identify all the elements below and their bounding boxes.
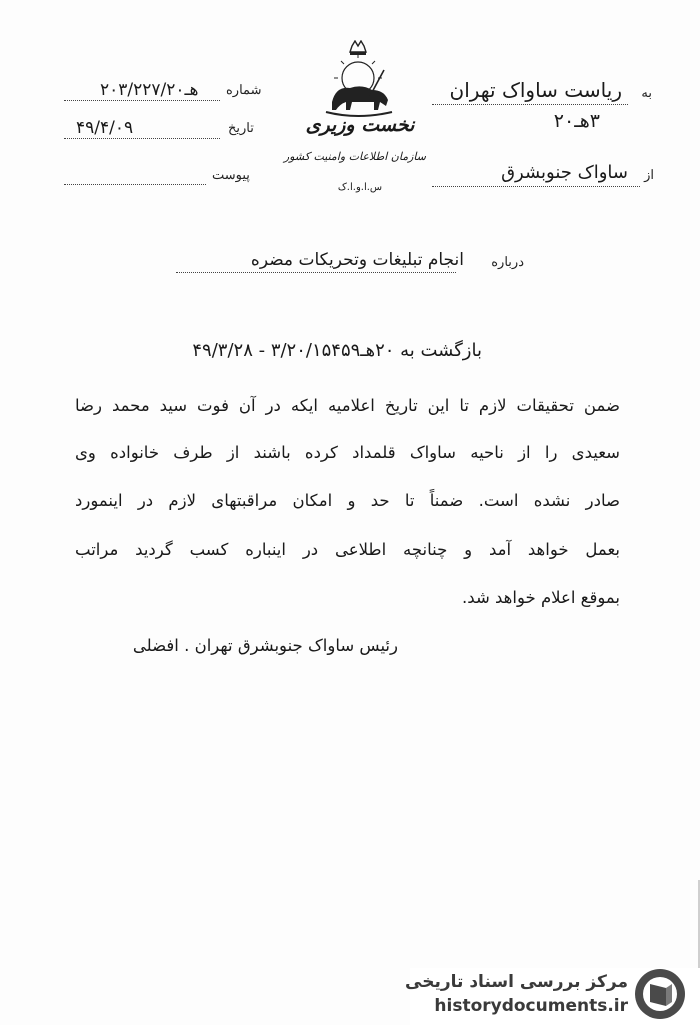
subject-dotted-line <box>176 272 456 273</box>
subject-value: انجام تبلیغات وتحریکات مضره <box>250 250 464 270</box>
body-line-4: بعمل خواهد آمد و چنانچه اطلاعی در اینباره کسب گردید مراتب <box>75 540 620 559</box>
attachment-label: پیوست <box>212 168 250 183</box>
number-dotted-line <box>64 100 220 101</box>
body-line-5: بموقع اعلام خواهد شد. <box>462 588 620 607</box>
reference-line: بازگشت به ۲۰هـ۳/۲۰/۱۵۴۵۹ - ۴۹/۳/۲۸ <box>192 340 482 361</box>
subject-label: درباره <box>491 255 524 270</box>
body-line-3: صادر نشده است. ضمناً تا حد و امکان مراقبتهای لازم در اینمورد <box>75 491 620 510</box>
emblem-subtitle: سازمان اطلاعات وامنیت کشور <box>283 150 426 163</box>
from-dotted-line <box>432 186 640 187</box>
to-label: به <box>641 86 652 101</box>
letter-number: ۲۰هـ۳/۲۲۷/۲۰ <box>100 80 199 100</box>
attachment-dotted-line <box>64 184 206 185</box>
lion-and-sun-icon <box>300 40 420 120</box>
emblem-title: نخست وزیری <box>305 114 415 136</box>
body-line-1: ضمن تحقیقات لازم تا این تاریخ اعلامیه ایکه در آن فوت سید محمد رضا <box>75 396 620 415</box>
date-dotted-line <box>64 138 220 139</box>
emblem-abbreviation: س.ا.و.ا.ک <box>337 182 383 193</box>
date-label: تاریخ <box>228 121 254 136</box>
from-label: از <box>644 168 654 183</box>
recipient-name: ریاست ساواک تهران <box>449 78 622 102</box>
number-label: شماره <box>226 83 262 98</box>
sender-name: ساواک جنوبشرق <box>501 162 628 183</box>
letter-date: ۴۹/۴/۰۹ <box>76 118 134 138</box>
reference-code: ۳هـ۲۰ <box>553 110 600 132</box>
ministry-emblem <box>283 40 426 215</box>
to-dotted-line <box>432 104 628 105</box>
archive-logo-icon <box>632 966 688 1022</box>
watermark-url: historydocuments.ir <box>434 996 628 1016</box>
signature-line: رئیس ساواک جنوبشرق تهران . افضلی <box>132 636 398 655</box>
watermark-org: مرکز بررسی اسناد تاریخی <box>405 972 628 992</box>
body-line-2: سعیدی را از ناحیه ساواک قلمداد کرده باشند از طرف خانواده وی <box>75 443 620 462</box>
